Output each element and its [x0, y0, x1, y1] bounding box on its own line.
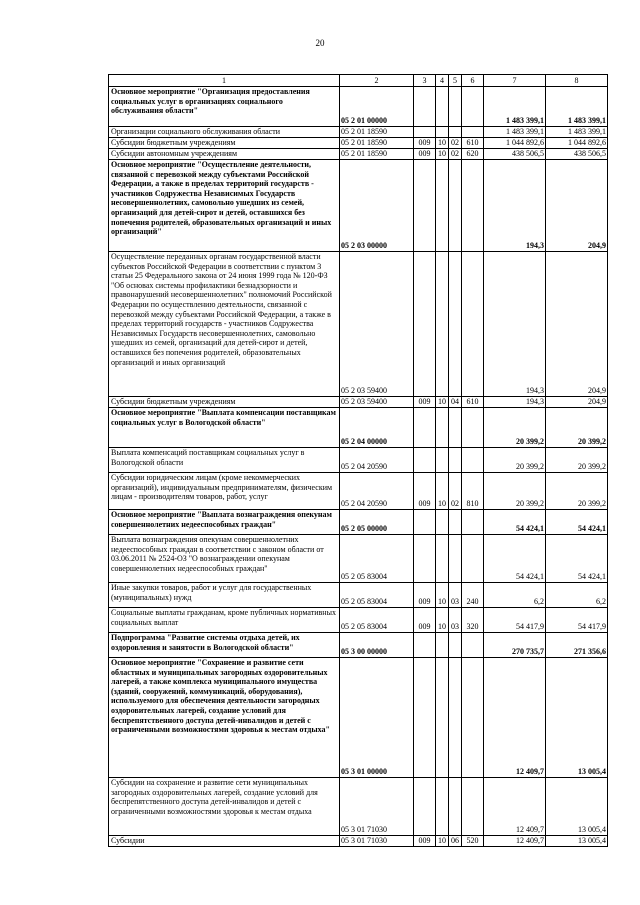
row-col4-cell: 10 [436, 608, 449, 633]
row-col5-cell [449, 160, 462, 252]
row-col4-cell: 10 [436, 138, 449, 149]
row-code-cell: 05 3 01 00000 [340, 658, 414, 778]
row-col5-cell: 02 [449, 473, 462, 510]
row-col4-cell [436, 160, 449, 252]
table-row [109, 583, 608, 608]
row-col4-cell: 10 [436, 583, 449, 608]
row-col4-cell: 10 [436, 149, 449, 160]
row-value-col7: 54 417,9 [484, 608, 546, 633]
row-col4-cell [436, 510, 449, 535]
row-value-col7: 1 483 399,1 [484, 87, 546, 127]
row-col3-cell: 009 [414, 149, 436, 160]
row-col4-cell [436, 448, 449, 473]
table-row [109, 160, 608, 252]
row-col6-cell [462, 252, 484, 397]
row-col6-cell [462, 633, 484, 658]
row-value-col8: 204,9 [546, 252, 608, 397]
row-code-cell: 05 2 01 18590 [340, 138, 414, 149]
row-col6-cell: 810 [462, 473, 484, 510]
row-col6-cell [462, 778, 484, 836]
row-col6-cell: 610 [462, 397, 484, 408]
row-name-cell: Основное мероприятие "Выплата вознаграждения опекунам совершеннолетних недееспособных граждан" [109, 510, 340, 535]
header-col-7: 7 [484, 75, 546, 87]
row-name-cell: Выплата вознаграждения опекунам совершеннолетних недееспособных граждан в соответствии с законом области от 03.06.2011 № 2524-ОЗ "О вознаграждении опекунам совершеннолетних недееспособных граждан" [109, 535, 340, 583]
row-value-col8: 204,9 [546, 160, 608, 252]
row-name-cell: Субсидии на сохранение и развитие сети муниципальных загородных оздоровительных лагерей, создание условий для беспрепятственного доступа детей-инвалидов и детей с ограниченными возможностями здоровья к местам отдыха [109, 778, 340, 836]
row-col5-cell [449, 127, 462, 138]
row-value-col7: 54 424,1 [484, 510, 546, 535]
row-col5-cell: 04 [449, 397, 462, 408]
row-col6-cell: 520 [462, 836, 484, 847]
row-value-col7: 20 399,2 [484, 448, 546, 473]
table-row [109, 608, 608, 633]
row-code-cell: 05 3 01 71030 [340, 836, 414, 847]
row-col4-cell [436, 633, 449, 658]
row-col6-cell [462, 658, 484, 778]
header-col-5: 5 [449, 75, 462, 87]
row-name-cell: Субсидии юридическим лицам (кроме некоммерческих организаций), индивидуальным предпринимателям, физическим лицам - производителям товаров, работ, услуг [109, 473, 340, 510]
row-col3-cell: 009 [414, 473, 436, 510]
row-col5-cell: 03 [449, 583, 462, 608]
row-col4-cell [436, 252, 449, 397]
row-col3-cell [414, 408, 436, 448]
row-col6-cell [462, 535, 484, 583]
row-value-col7: 12 409,7 [484, 778, 546, 836]
row-col5-cell [449, 408, 462, 448]
row-code-cell: 05 3 00 00000 [340, 633, 414, 658]
row-value-col8: 6,2 [546, 583, 608, 608]
row-col3-cell [414, 127, 436, 138]
table-row [109, 778, 608, 836]
table-row [109, 448, 608, 473]
row-col6-cell: 320 [462, 608, 484, 633]
table-row [109, 473, 608, 510]
row-code-cell: 05 2 04 00000 [340, 408, 414, 448]
row-col5-cell: 03 [449, 608, 462, 633]
row-col6-cell: 610 [462, 138, 484, 149]
row-name-cell: Основное мероприятие "Выплата компенсации поставщикам социальных услуг в Вологодской области" [109, 408, 340, 448]
row-col3-cell [414, 87, 436, 127]
row-col5-cell [449, 87, 462, 127]
table-body [109, 75, 608, 847]
row-col5-cell: 02 [449, 149, 462, 160]
row-name-cell: Основное мероприятие "Сохранение и развитие сети областных и муниципальных загородных оздоровительных лагерей, а также комплекса муниципального имущества (зданий, сооружений, коммуникаций, оборудования), используемого для обеспечения деятельности загородных оздоровительных лагерей, создание условий для беспрепятственного доступа детей-инвалидов и детей с ограниченными возможностями здоровья к местам отдыха" [109, 658, 340, 778]
table-row [109, 836, 608, 847]
row-value-col7: 20 399,2 [484, 473, 546, 510]
page-number: 20 [315, 38, 325, 48]
table-row [109, 149, 608, 160]
row-value-col7: 12 409,7 [484, 658, 546, 778]
table-row [109, 87, 608, 127]
row-col3-cell [414, 448, 436, 473]
row-value-col8: 1 044 892,6 [546, 138, 608, 149]
header-col-2: 2 [340, 75, 414, 87]
row-col5-cell [449, 778, 462, 836]
row-name-cell: Субсидии бюджетным учреждениям [109, 138, 340, 149]
row-col3-cell [414, 633, 436, 658]
header-col-1: 1 [109, 75, 340, 87]
header-col-3: 3 [414, 75, 436, 87]
row-col3-cell [414, 658, 436, 778]
row-code-cell: 05 2 03 59400 [340, 397, 414, 408]
row-value-col7: 6,2 [484, 583, 546, 608]
table-row [109, 138, 608, 149]
row-value-col8: 20 399,2 [546, 473, 608, 510]
row-col3-cell: 009 [414, 138, 436, 149]
row-col5-cell [449, 448, 462, 473]
row-col5-cell [449, 535, 462, 583]
row-col3-cell: 009 [414, 836, 436, 847]
row-col4-cell: 10 [436, 836, 449, 847]
table-row [109, 252, 608, 397]
row-col5-cell [449, 252, 462, 397]
row-code-cell: 05 2 05 83004 [340, 583, 414, 608]
row-name-cell: Субсидии бюджетным учреждениям [109, 397, 340, 408]
row-col4-cell: 10 [436, 473, 449, 510]
row-col4-cell [436, 408, 449, 448]
table-row [109, 535, 608, 583]
row-col6-cell: 240 [462, 583, 484, 608]
row-col5-cell: 02 [449, 138, 462, 149]
header-col-4: 4 [436, 75, 449, 87]
row-value-col7: 194,3 [484, 397, 546, 408]
row-code-cell: 05 3 01 71030 [340, 778, 414, 836]
row-col3-cell [414, 160, 436, 252]
row-value-col8: 204,9 [546, 397, 608, 408]
row-code-cell: 05 2 05 83004 [340, 608, 414, 633]
row-col3-cell [414, 535, 436, 583]
table-row [109, 633, 608, 658]
row-code-cell: 05 2 01 18590 [340, 127, 414, 138]
row-value-col7: 194,3 [484, 160, 546, 252]
table-row [109, 397, 608, 408]
row-col4-cell [436, 535, 449, 583]
row-col4-cell: 10 [436, 397, 449, 408]
row-name-cell: Осуществление переданных органам государственной власти субъектов Российской Федерации в соответствии с пунктом 3 статьи 25 Федерального закона от 24 июня 1999 года № 120-ФЗ "Об основах системы профилактики безнадзорности и правонарушений несовершеннолетних" полномочий Российской Федерации по осуществлению деятельности, связанной с перевозкой между субъектами Российской Федерации, а также в пределах территорий государств - участников Содружества Независимых Государств несовершеннолетних, самовольно ушедших из семей, организаций для детей-сирот и детей, оставшихся без попечения родителей, образовательных организаций и иных организаций [109, 252, 340, 397]
row-col3-cell: 009 [414, 397, 436, 408]
row-col5-cell [449, 633, 462, 658]
table-row [109, 408, 608, 448]
row-name-cell: Подпрограмма "Развитие системы отдыха детей, их оздоровления и занятости в Вологодской области" [109, 633, 340, 658]
row-value-col7: 12 409,7 [484, 836, 546, 847]
row-code-cell: 05 2 04 20590 [340, 448, 414, 473]
row-col3-cell [414, 778, 436, 836]
row-col4-cell [436, 127, 449, 138]
row-col6-cell [462, 510, 484, 535]
row-code-cell: 05 2 03 00000 [340, 160, 414, 252]
header-col-8: 8 [546, 75, 608, 87]
row-value-col8: 13 005,4 [546, 778, 608, 836]
row-col5-cell [449, 658, 462, 778]
row-value-col8: 13 005,4 [546, 658, 608, 778]
row-value-col8: 1 483 399,1 [546, 87, 608, 127]
row-col6-cell: 620 [462, 149, 484, 160]
table-header-row [109, 75, 608, 87]
budget-table [108, 74, 608, 847]
row-value-col7: 20 399,2 [484, 408, 546, 448]
row-value-col8: 20 399,2 [546, 408, 608, 448]
row-value-col8: 438 506,5 [546, 149, 608, 160]
row-value-col7: 270 735,7 [484, 633, 546, 658]
row-value-col7: 438 506,5 [484, 149, 546, 160]
row-col6-cell [462, 160, 484, 252]
table-row [109, 510, 608, 535]
row-value-col7: 1 483 399,1 [484, 127, 546, 138]
row-value-col8: 54 424,1 [546, 510, 608, 535]
row-value-col7: 194,3 [484, 252, 546, 397]
row-value-col8: 20 399,2 [546, 448, 608, 473]
row-col6-cell [462, 448, 484, 473]
row-value-col7: 54 424,1 [484, 535, 546, 583]
row-value-col7: 1 044 892,6 [484, 138, 546, 149]
row-code-cell: 05 2 01 18590 [340, 149, 414, 160]
row-code-cell: 05 2 01 00000 [340, 87, 414, 127]
row-col6-cell [462, 87, 484, 127]
row-col3-cell: 009 [414, 583, 436, 608]
row-code-cell: 05 2 03 59400 [340, 252, 414, 397]
row-col4-cell [436, 87, 449, 127]
row-name-cell: Выплата компенсаций поставщикам социальных услуг в Вологодской области [109, 448, 340, 473]
row-name-cell: Социальные выплаты гражданам, кроме публичных нормативных социальных выплат [109, 608, 340, 633]
row-col4-cell [436, 778, 449, 836]
row-name-cell: Субсидии [109, 836, 340, 847]
row-value-col8: 271 356,6 [546, 633, 608, 658]
row-value-col8: 54 424,1 [546, 535, 608, 583]
row-value-col8: 1 483 399,1 [546, 127, 608, 138]
table-row [109, 658, 608, 778]
row-col6-cell [462, 127, 484, 138]
row-name-cell: Иные закупки товаров, работ и услуг для государственных (муниципальных) нужд [109, 583, 340, 608]
row-col6-cell [462, 408, 484, 448]
row-col5-cell: 06 [449, 836, 462, 847]
row-col5-cell [449, 510, 462, 535]
header-col-6: 6 [462, 75, 484, 87]
row-code-cell: 05 2 04 20590 [340, 473, 414, 510]
row-name-cell: Организации социального обслуживания области [109, 127, 340, 138]
row-col3-cell [414, 252, 436, 397]
row-name-cell: Основное мероприятие "Организация предоставления социальных услуг в организациях социального обслуживания области" [109, 87, 340, 127]
row-col3-cell [414, 510, 436, 535]
row-value-col8: 54 417,9 [546, 608, 608, 633]
row-name-cell: Основное мероприятие "Осуществление деятельности, связанной с перевозкой между субъектами Российской Федерации, а также в пределах территорий государств - участников Содружества Независимых Государств несовершеннолетних, самовольно ушедших из семей, организаций для детей-сирот и детей, оставшихся без попечения родителей, образовательных организаций и иных организаций" [109, 160, 340, 252]
row-code-cell: 05 2 05 00000 [340, 510, 414, 535]
table-row [109, 127, 608, 138]
row-col3-cell: 009 [414, 608, 436, 633]
row-value-col8: 13 005,4 [546, 836, 608, 847]
row-code-cell: 05 2 05 83004 [340, 535, 414, 583]
row-name-cell: Субсидии автономным учреждениям [109, 149, 340, 160]
row-col4-cell [436, 658, 449, 778]
